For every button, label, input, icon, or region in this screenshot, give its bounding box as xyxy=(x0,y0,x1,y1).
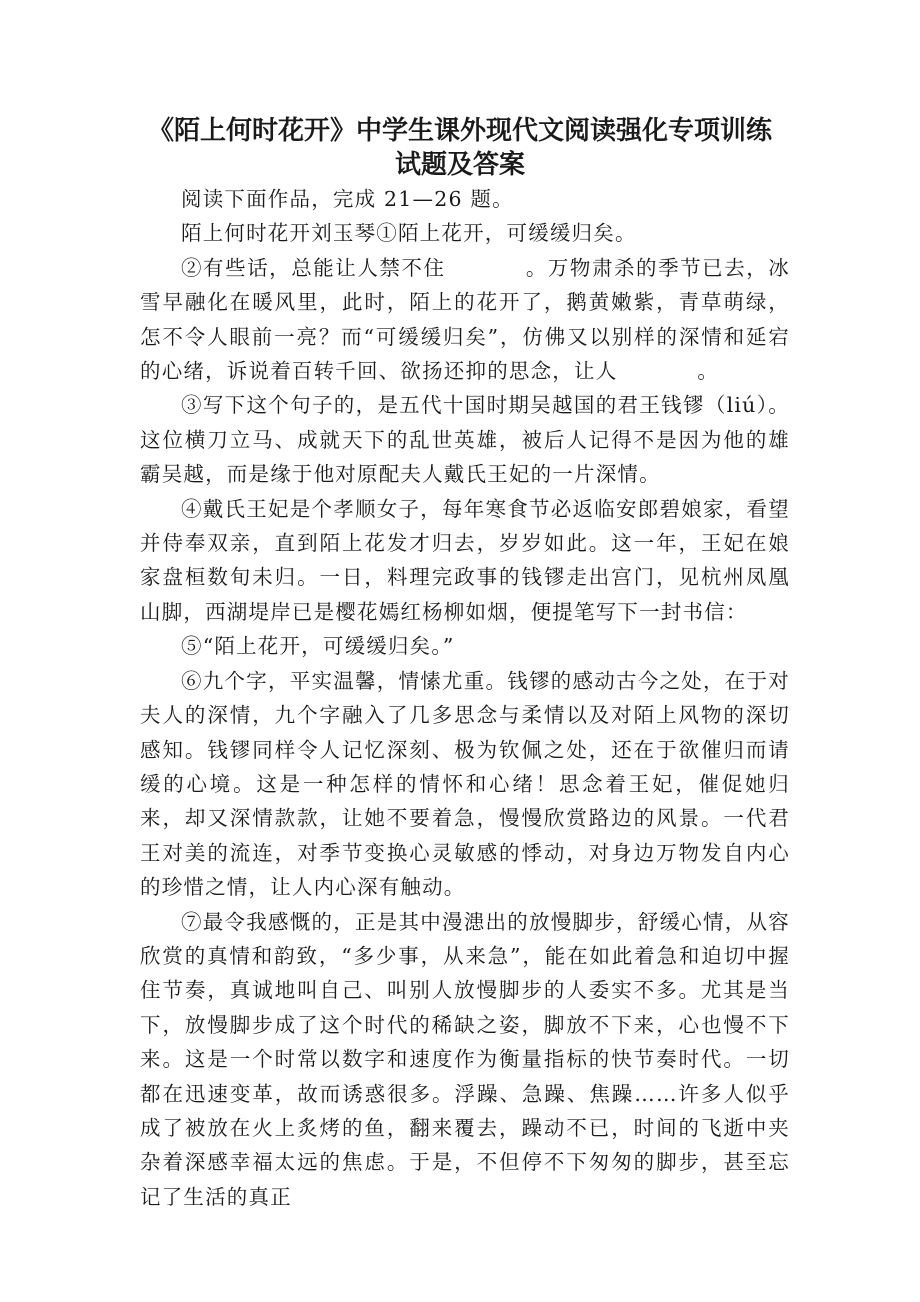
document-title-line-2: 试题及答案 xyxy=(394,150,525,180)
document-title-line-1: 《陌上何时花开》中学生课外现代文阅读强化专项训练 xyxy=(147,116,772,146)
paragraph-6: ⑥九个字，平实温馨，情愫尤重。钱镠的感动古今之处，在于对夫人的深情，九个字融入了几多思念与柔情以及对陌上风物的深切感知。钱镠同样令人记忆深刻、极为钦佩之处，还在于欲催归而请缓的心境。这是一种怎样的情怀和心绪！思念着王妃，催促她归来，却又深情款款，让她不要着急，慢慢欣赏路边的风景。一代君王对美的流连，对季节变换心灵敏感的悸动，对身边万物发自内心的珍惜之情，让人内心深有触动。 xyxy=(140,668,790,900)
paragraph-2-text-middle: 。万物肃杀的季节已去，冰雪早融化在暖风里，此时，陌上的花开了，鹅黄嫩紫，青草萌绿，怎不令人眼前一亮？而“可缓缓归矣”，仿佛又以别样的深情和延宕的心绪，诉说着百转千回、欲扬还抑的思念，让人 xyxy=(140,255,790,384)
paragraph-3: ③写下这个句子的，是五代十国时期吴越国的君王钱镠（liú）。这位横刀立马、成就天下的乱世英雄，被后人记得不是因为他的雄霸吴越，而是缘于他对原配夫人戴氏王妃的一片深情。 xyxy=(140,393,790,487)
paragraph-2 xyxy=(140,251,790,389)
paragraph-4: ④戴氏王妃是个孝顺女子，每年寒食节必返临安郎碧娘家，看望并侍奉双亲，直到陌上花发才归去，岁岁如此。这一年，王妃在娘家盘桓数旬未归。一日，料理完政事的钱镠走出宫门，见杭州凤凰山脚，西湖堤岸已是樱花嫣红杨柳如烟，便提笔写下一封书信： xyxy=(140,496,790,624)
paragraph-5: ⑤“陌上花开，可缓缓归矣。” xyxy=(181,634,455,659)
paragraph-7: ⑦最令我感慨的，正是其中漫漶出的放慢脚步，舒缓心情，从容欣赏的真情和韵致，“多少事，从来急”，能在如此着急和迫切中握住节奏，真诚地叫自己、叫别人放慢脚步的人委实不多。尤其是当下，放慢脚步成了这个时代的稀缺之姿，脚放不下来，心也慢不下来。这是一个时常以数字和速度作为衡量指标的快节奏时代。一切都在迅速变革，故而诱惑很多。浮躁、急躁、焦躁……许多人似乎成了被放在火上炙烤的鱼，翻来覆去，躁动不已，时间的飞逝中夹杂着深感幸福太远的焦虑。于是，不但停不下匆匆的脚步，甚至忘记了生活的真正 xyxy=(140,909,790,1209)
paragraph-2-text-before-blank: ②有些话，总能让人禁不住 xyxy=(181,255,446,280)
paragraph-2-text-after-blank: 。 xyxy=(697,359,720,384)
article-heading-paragraph: 陌上何时花开刘玉琴①陌上花开，可缓缓归矣。 xyxy=(181,221,637,246)
document-body xyxy=(140,182,790,1214)
instruction-paragraph: 阅读下面作品，完成 21—26 题。 xyxy=(181,187,514,211)
